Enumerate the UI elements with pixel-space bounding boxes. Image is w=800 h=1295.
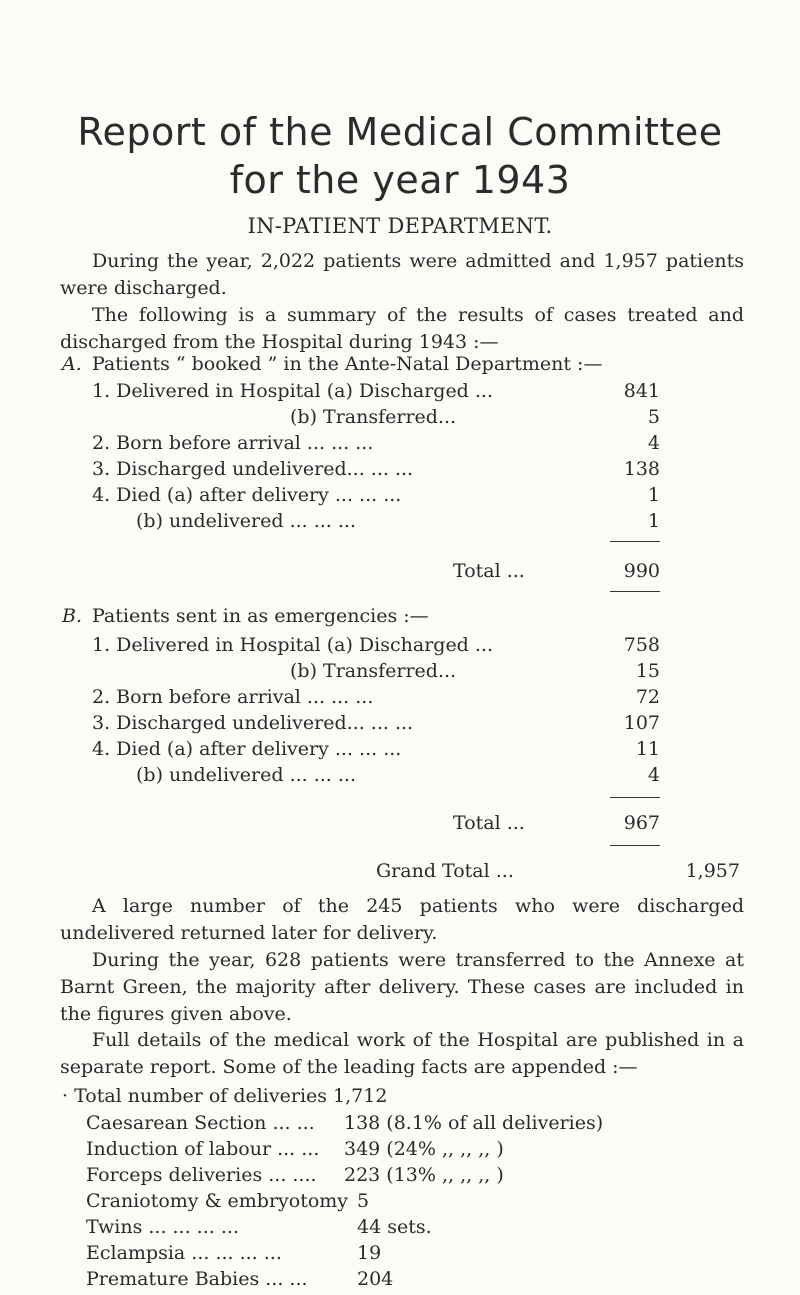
fact-value: 223 (13% ,, ,, ,, ) [344, 1164, 504, 1186]
section-b-total-rule [610, 797, 660, 798]
section-a-row-value: 5 [647, 406, 660, 428]
fact-value: 5 [357, 1190, 370, 1212]
section-a-row-value: 1 [647, 510, 660, 532]
section-a-row-label: 4. Died (a) after delivery ... ... ... [92, 484, 402, 506]
fact-label: Premature Babies ... ... [86, 1268, 308, 1290]
fact-label: Induction of labour ... ... [86, 1138, 320, 1160]
section-a-row-value: 138 [623, 458, 660, 480]
section-a-row-label: 3. Discharged undelivered... ... ... [92, 458, 414, 480]
section-a-heading: Patients “ booked ” in the Ante-Natal Department :— [92, 353, 603, 375]
report-title: Report of the Medical Committee [77, 110, 723, 154]
closing-paragraph-1: A large number of the 245 patients who were discharged undelivered returned later for delivery. [60, 895, 744, 944]
section-b-row-label: (b) undelivered ... ... ... [136, 764, 357, 786]
section-b-row-label: 2. Born before arrival ... ... ... [92, 686, 374, 708]
section-a-double-rule [610, 591, 660, 592]
fact-label: Twins ... ... ... ... [86, 1216, 239, 1238]
section-b-row-value: 4 [647, 764, 660, 786]
section-a-row-label: 2. Born before arrival ... ... ... [92, 432, 374, 454]
grand-total-value: 1,957 [685, 860, 740, 882]
fact-value: 204 [357, 1268, 394, 1290]
section-b-row-value: 15 [635, 660, 660, 682]
section-b-row-label: 4. Died (a) after delivery ... ... ... [92, 738, 402, 760]
section-b-row-label: (b) Transferred... [290, 660, 457, 682]
section-b-row-label: 1. Delivered in Hospital (a) Discharged ... [92, 634, 494, 656]
section-b-letter: B. [62, 605, 83, 627]
section-a-total-rule [610, 541, 660, 542]
section-a-letter: A. [62, 353, 82, 375]
page-number [390, 1268, 391, 1269]
report-subtitle: for the year 1943 [229, 158, 571, 202]
fact-value: 349 (24% ,, ,, ,, ) [344, 1138, 504, 1160]
section-a-row-value: 1 [647, 484, 660, 506]
section-a-total-value: 990 [623, 560, 660, 582]
section-a-row-label: (b) undelivered ... ... ... [136, 510, 357, 532]
section-b-row-value: 758 [623, 634, 660, 656]
intro-paragraph-1: During the year, 2,022 patients were admitted and 1,957 patients were discharged. [60, 250, 744, 299]
section-b-row-value: 11 [635, 738, 660, 760]
closing-paragraph-3: Full details of the medical work of the Hospital are published in a separate report. Some of the leading facts are appended :— [60, 1029, 744, 1078]
section-b-row-value: 72 [635, 686, 660, 708]
grand-total-label: Grand Total ... [376, 860, 514, 882]
section-a-row-value: 841 [623, 380, 660, 402]
section-a-row-label: 1. Delivered in Hospital (a) Discharged ... [92, 380, 494, 402]
section-a-row-value: 4 [647, 432, 660, 454]
fact-label: Forceps deliveries ... .... [86, 1164, 317, 1186]
section-b-double-rule [610, 845, 660, 846]
fact-label: Eclampsia ... ... ... ... [86, 1242, 282, 1264]
section-b-heading: Patients sent in as emergencies :— [92, 605, 429, 627]
fact-label: Caesarean Section ... ... [86, 1112, 315, 1134]
fact-value: 19 [357, 1242, 382, 1264]
department-heading: IN-PATIENT DEPARTMENT. [247, 214, 553, 238]
total-deliveries: · Total number of deliveries 1,712 [62, 1085, 388, 1107]
fact-label: Craniotomy & embryotomy [86, 1190, 349, 1212]
section-b-total-label: Total ... [453, 812, 525, 834]
fact-value: 138 (8.1% of all deliveries) [344, 1112, 604, 1134]
fact-value: 44 sets. [357, 1216, 432, 1238]
closing-paragraph-2: During the year, 628 patients were transferred to the Annexe at Barnt Green, the majority after delivery. These cases are included in the figures given above. [60, 949, 744, 1025]
section-a-total-label: Total ... [453, 560, 525, 582]
intro-paragraph-2: The following is a summary of the results of cases treated and discharged from the Hospital during 1943 :— [60, 304, 744, 353]
section-b-total-value: 967 [623, 812, 660, 834]
section-b-row-label: 3. Discharged undelivered... ... ... [92, 712, 414, 734]
section-a-row-label: (b) Transferred... [290, 406, 457, 428]
section-b-row-value: 107 [623, 712, 660, 734]
